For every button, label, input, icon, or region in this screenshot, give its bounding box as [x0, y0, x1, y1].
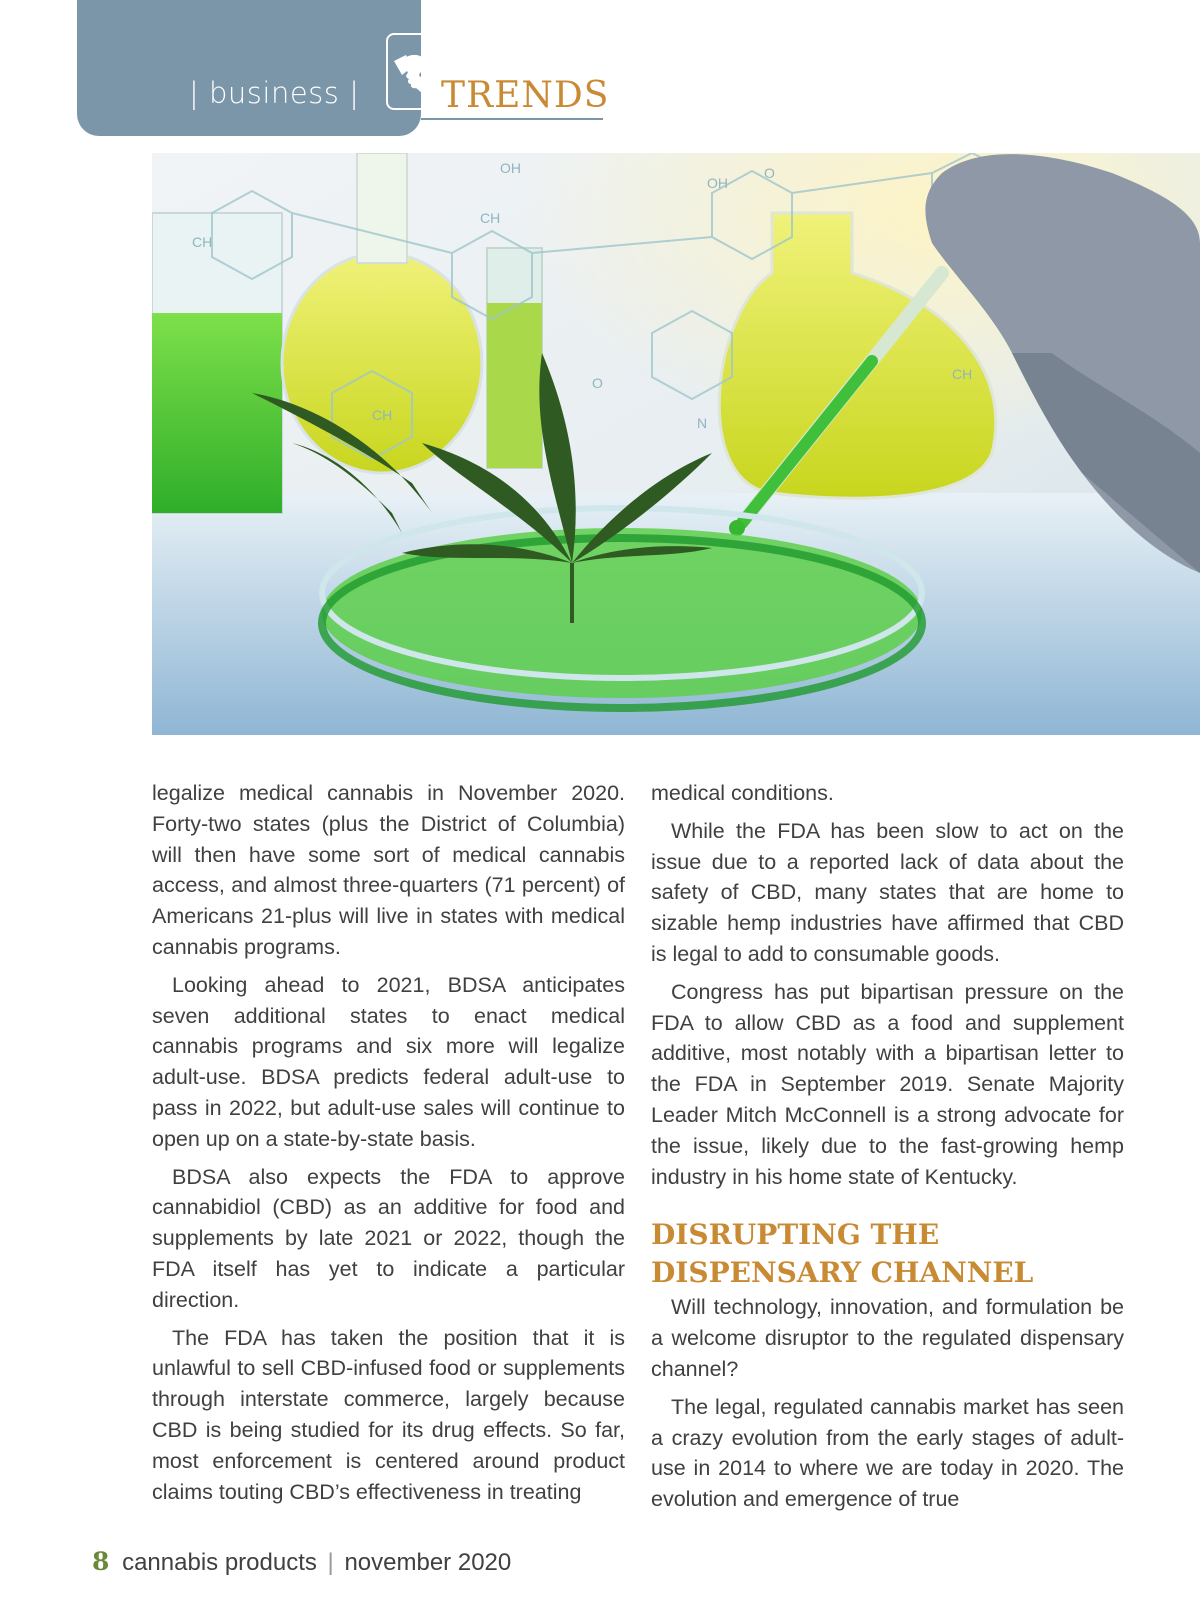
svg-text:OH: OH [500, 160, 521, 176]
publication-name: cannabis products [122, 1549, 317, 1576]
svg-text:CH: CH [952, 366, 973, 382]
hero-image [152, 153, 1200, 735]
right-column [651, 778, 1124, 1522]
svg-text:O: O [764, 165, 775, 181]
paragraph: The legal, regulated cannabis market has seen a crazy evolution from the early stages of adult-use in 2014 to where we are today in 2020. The evolution and emergence of true [651, 1394, 1124, 1512]
section-tab [77, 0, 421, 136]
section-title: TRENDS [441, 75, 610, 116]
section-label: | business | [189, 76, 360, 110]
svg-text:CH: CH [192, 234, 213, 250]
paragraph: The FDA has taken the position that it is unlawful to sell CBD-infused food or supplements through interstate commerce, largely because CBD is being studied for its drug effects. So far, most enforcement is centered around product claims touting CBD’s effectiveness in treating [152, 1325, 625, 1504]
subheading-line: DISRUPTING THE [651, 1218, 940, 1252]
paragraph: legalize medical cannabis in November 2020. Forty-two states (plus the District of Columbia) will then have some sort of medical cannabis access, and almost three-quarters (71 percent) of Americans 21-plus will live in states with medical cannabis programs. [152, 781, 625, 959]
section-subheading [651, 1216, 1124, 1292]
paragraph: BDSA also expects the FDA to approve cannabidiol (CBD) as an additive for food and supplements by late 2021 or 2022, though the FDA itself has yet to indicate a particular direction. [152, 1164, 625, 1312]
left-column [152, 778, 625, 1514]
issue-date: november 2020 [344, 1549, 512, 1576]
paragraph: medical conditions. [651, 781, 834, 805]
paragraph: Looking ahead to 2021, BDSA anticipates seven additional states to enact medical cannabis programs and six more will legalize adult-use. BDSA predicts federal adult-use to pass in 2022, but adult-use sales will continue to open up on a state-by-state basis. [152, 972, 625, 1151]
footer-separator: | [327, 1549, 334, 1576]
paragraph: While the FDA has been slow to act on the issue due to a reported lack of data about the safety of CBD, many states that are home to sizable hemp industries have affirmed that CBD is legal to add to consumable goods. [651, 818, 1124, 966]
page-footer [92, 1547, 511, 1577]
paragraph: Will technology, innovation, and formulation be a welcome disruptor to the regulated dispensary channel? [651, 1295, 1124, 1381]
svg-text:CH: CH [372, 407, 393, 423]
svg-text:O: O [592, 375, 603, 391]
svg-text:OH: OH [707, 175, 728, 191]
svg-text:N: N [697, 415, 708, 431]
title-underline [421, 118, 603, 120]
paragraph: Congress has put bipartisan pressure on the FDA to allow CBD as a food and supplement additive, most notably with a bipartisan letter to the FDA in September 2019. Senate Majority Leader Mitch McConnell is a strong advocate for the issue, likely due to the fast-growing hemp industry in his home state of Kentucky. [651, 979, 1124, 1189]
page-number: 8 [92, 1547, 110, 1576]
svg-text:CH: CH [480, 210, 501, 226]
subheading-line: DISPENSARY CHANNEL [651, 1256, 1034, 1290]
